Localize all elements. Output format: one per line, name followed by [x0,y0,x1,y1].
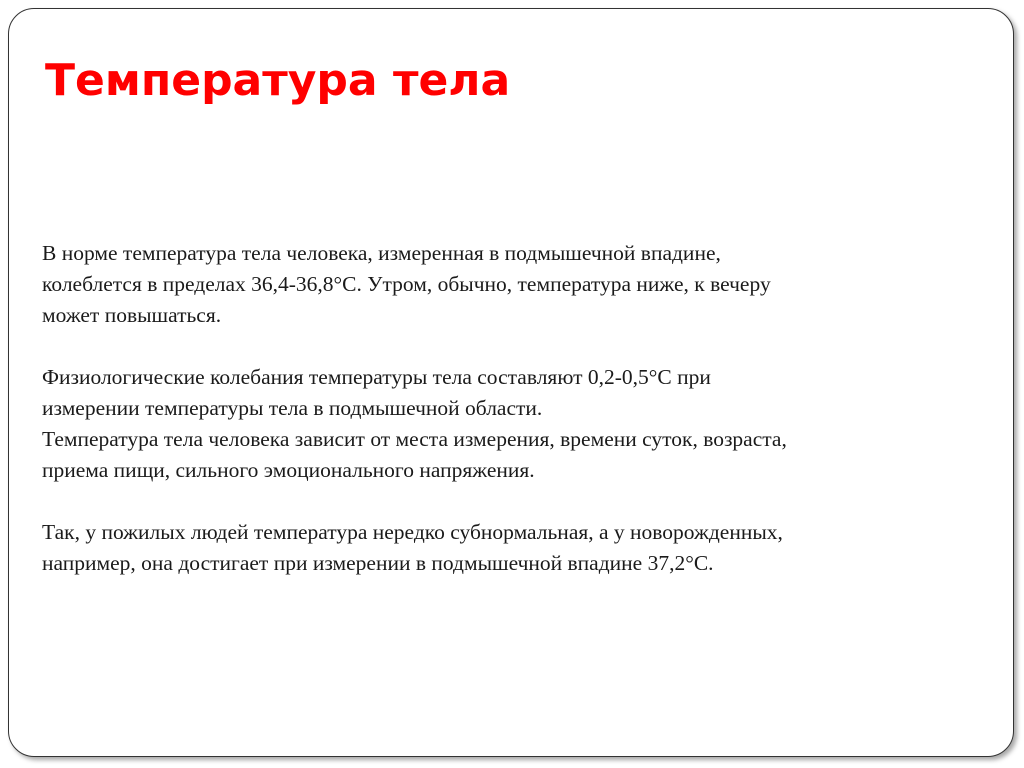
paragraph-normal-temperature [42,238,1002,331]
paragraph-age-differences [42,517,1002,579]
text-line: В норме температура тела человека, измеренная в подмышечной впадине, [42,241,721,265]
slide-body [42,238,1002,579]
text-line: Температура тела человека зависит от места измерения, времени суток, возраста, [42,427,787,451]
text-line: измерении температуры тела в подмышечной области. [42,396,543,420]
slide-frame [8,8,1014,757]
text-line: Так, у пожилых людей температура нередко субнормальная, а у новорожденных, [42,520,783,544]
slide-title: Температура тела [45,55,511,106]
text-line: может повышаться. [42,303,222,327]
paragraph-spacer [42,331,1002,362]
text-line: приема пищи, сильного эмоционального напряжения. [42,458,535,482]
text-line: Физиологические колебания температуры тела составляют 0,2-0,5°С при [42,365,711,389]
text-line: колеблется в пределах 36,4-36,8°С. Утром, обычно, температура ниже, к вечеру [42,272,771,296]
paragraph-spacer [42,486,1002,517]
text-line: например, она достигает при измерении в подмышечной впадине 37,2°С. [42,551,714,575]
paragraph-physiological-fluctuations [42,362,1002,486]
